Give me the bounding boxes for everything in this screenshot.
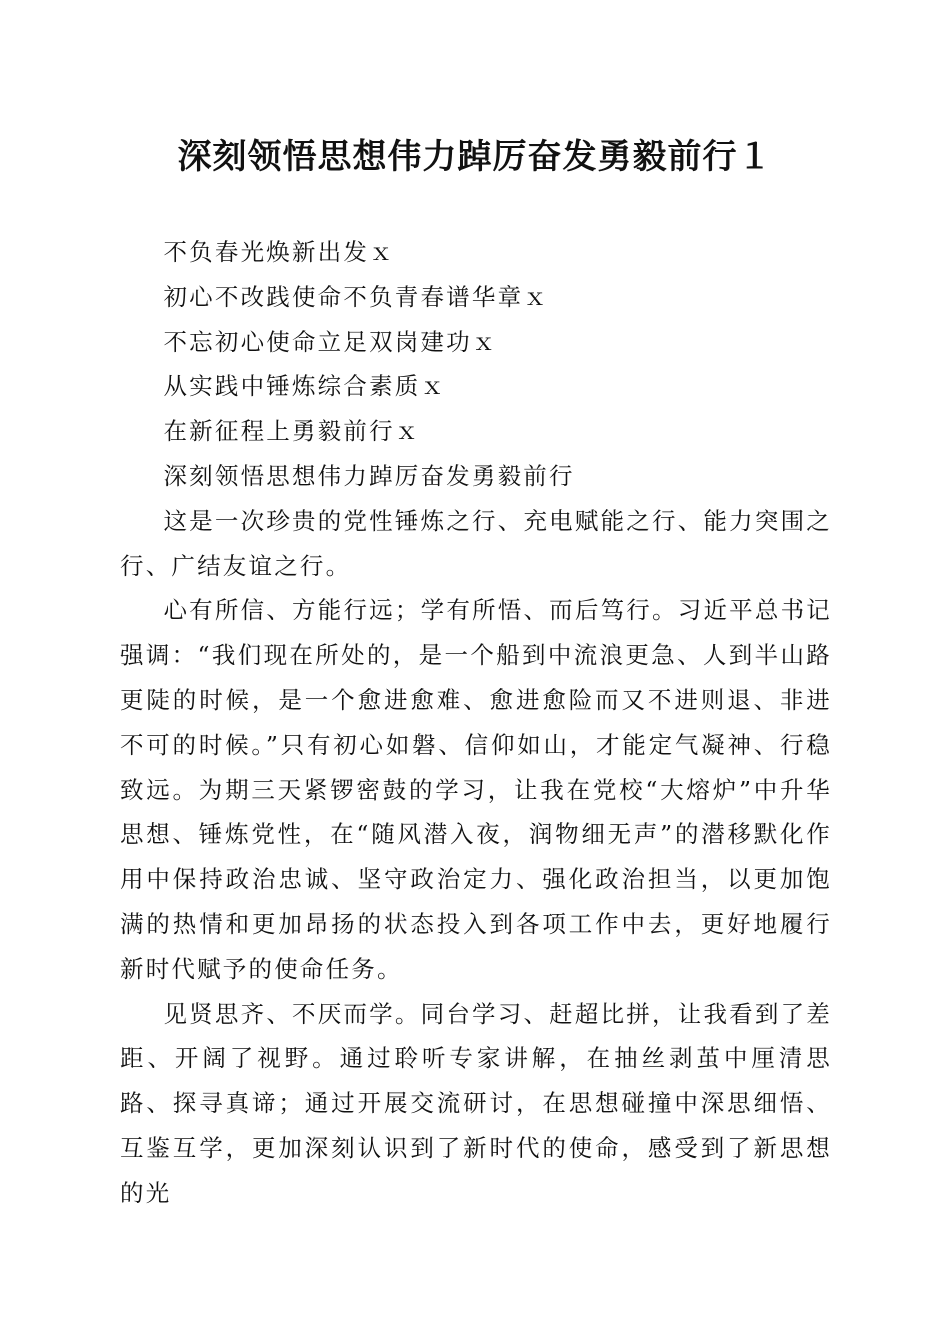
toc-item: 在新征程上勇毅前行ｘ xyxy=(163,417,421,446)
toc-item: 不忘初心使命立足双岗建功ｘ xyxy=(163,327,498,356)
body-paragraph: 见贤思齐、不厌而学。同台学习、赶超比拼，让我看到了差距、开阔了视野。通过聆听专家讲解，在抽丝剥茧中厘清思路、探寻真谛；通过开展交流研讨，在思想碰撞中深思细悟、互鉴互学，更加深刻认识到了新时代的使命，感受到了新思想的光 xyxy=(120,999,832,1207)
toc-item: 不负春光焕新出发ｘ xyxy=(163,238,395,266)
body-paragraph: 心有所信、方能行远；学有所悟、而后笃行。习近平总书记强调：“我们现在所处的，是一个船到中流浪更急、人到半山路更陡的时候，是一个愈进愈难、愈进愈险而又不进则退、非进不可的时候。”只有初心如磐、信仰如山，才能定气凝神、行稳致远。为期三天紧锣密鼓的学习，让我在党校“大熔炉”中升华思想、锤炼党性，在“随风潜入夜，润物细无声”的潜移默化作用中保持政治忠诚、坚守政治定力、强化政治担当，以更加饱满的热情和更加昂扬的状态投入到各项工作中去，更好地履行新时代赋予的使命任务。 xyxy=(120,596,832,983)
document-title: 深刻领悟思想伟力踔厉奋发勇毅前行１ xyxy=(177,137,773,177)
toc-item: 深刻领悟思想伟力踔厉奋发勇毅前行 xyxy=(163,461,575,490)
toc-item: 初心不改践使命不负青春谱华章ｘ xyxy=(163,282,549,311)
toc-item: 从实践中锤炼综合素质ｘ xyxy=(163,372,447,401)
body-paragraph: 这是一次珍贵的党性锤炼之行、充电赋能之行、能力突围之行、广结友谊之行。 xyxy=(120,506,832,580)
document-body xyxy=(120,230,832,1216)
